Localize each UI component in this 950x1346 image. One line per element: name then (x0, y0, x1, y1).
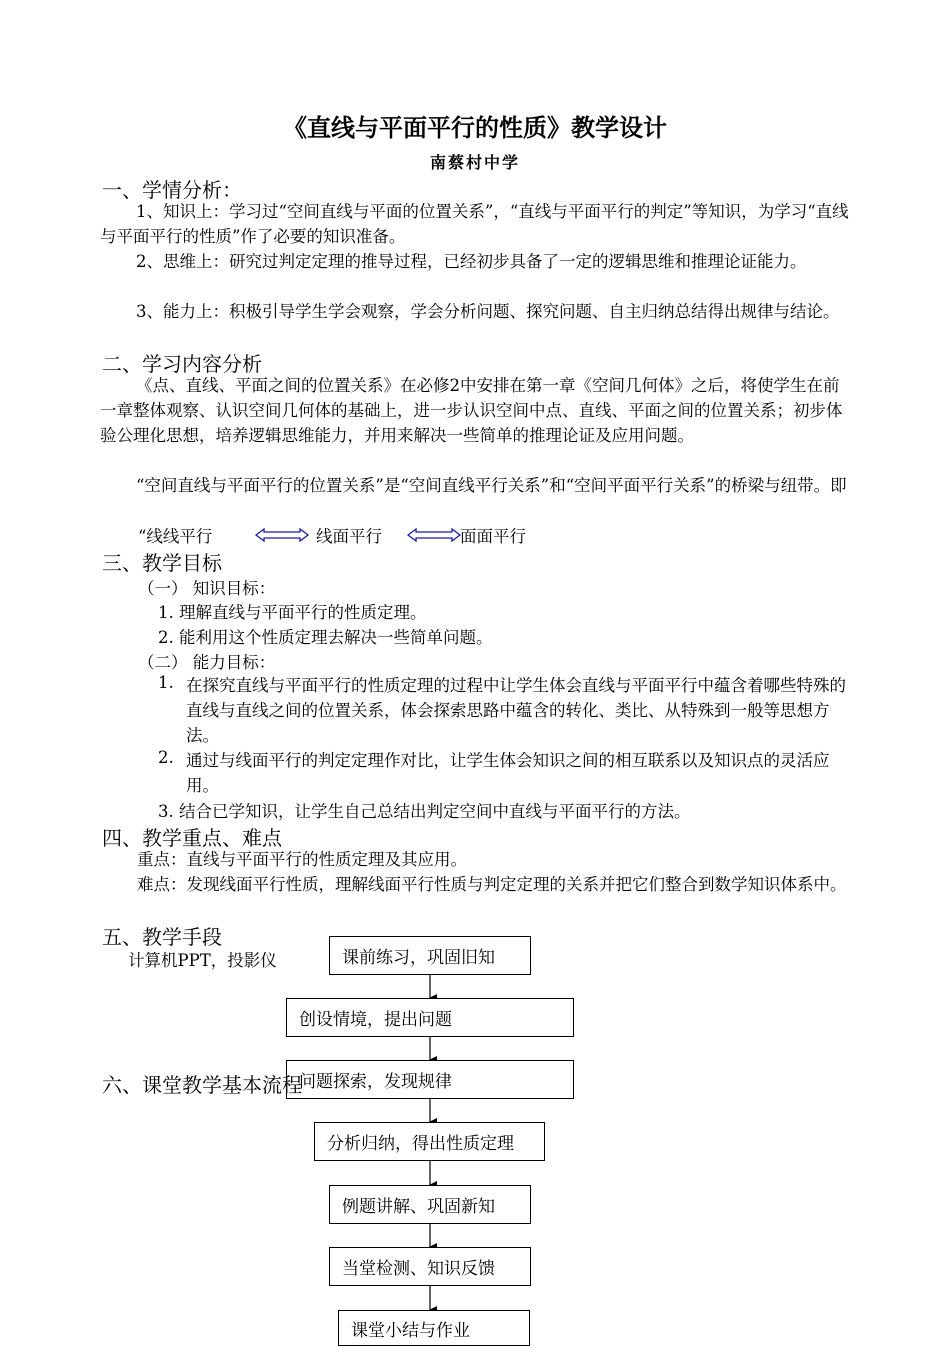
chain-item-1: “线线平行 (138, 527, 213, 546)
section-4-heading: 四、教学重点、难点 (102, 826, 282, 850)
section-3-heading: 三、教学目标 (102, 551, 222, 575)
section-2-heading: 二、学习内容分析 (102, 352, 262, 376)
flow-step-7: 课堂小结与作业 (338, 1310, 530, 1346)
s2-paragraph-2: “空间直线与平面平行的位置关系”是“空间直线平行关系”和“空间平面平行关系”的桥梁与纽带。即 (136, 476, 847, 495)
s2-paragraph-1: 《点、直线、平面之间的位置关系》在必修2中安排在第一章《空间几何体》之后，将使学生在前一章整体观察、认识空间几何体的基础上，进一步认识空间中点、直线、平面之间的位置关系；初步体验公理化思想，培养逻辑思维能力，并用来解决一些简单的推理论证及应用问题。 (100, 376, 843, 445)
s3-sub-heading-2: （二） 能力目标： (138, 653, 276, 672)
s3-ability-2-number: 2. (158, 748, 174, 767)
s1-paragraph-2: 2、思维上：研究过判定定理的推导过程，已经初步具备了一定的逻辑思维和推理论证能力。 (136, 252, 807, 271)
flow-step-6: 当堂检测、知识反馈 (329, 1247, 531, 1286)
s3-sub-heading-1: （一） 知识目标： (138, 579, 276, 598)
flow-step-2: 创设情境，提出问题 (286, 998, 574, 1037)
s3-ability-3: 3. 结合已学知识，让学生自己总结出判定空间中直线与平面平行的方法。 (158, 802, 691, 821)
flow-step-4: 分析归纳，得出性质定理 (314, 1122, 545, 1161)
section-6-heading: 六、课堂教学基本流程 (102, 1073, 302, 1097)
s3-ability-1: 在探究直线与平面平行的性质定理的过程中让学生体会直线与平面平行中蕴含着哪些特殊的直线与直线之间的位置关系，体会探索思路中蕴含的转化、类比、从特殊到一般等思想方法。 (186, 676, 846, 745)
s4-key-point: 重点：直线与平面平行的性质定理及其应用。 (137, 850, 467, 869)
s4-difficulty: 难点：发现线面平行性质，理解线面平行性质与判定定理的关系并把它们整合到数学知识体系中。 (137, 875, 847, 894)
flow-step-5: 例题讲解、巩固新知 (329, 1185, 531, 1224)
school-name: 南蔡村中学 (429, 153, 520, 172)
s3-ability-2: 通过与线面平行的判定定理作对比，让学生体会知识之间的相互联系以及知识点的灵活应用。 (186, 751, 830, 795)
section-1-heading: 一、学情分析： (102, 178, 242, 202)
flow-step-3: 问题探索，发现规律 (286, 1060, 574, 1099)
chain-item-2: 线面平行 (316, 527, 382, 546)
s3-knowledge-1: 1. 理解直线与平面平行的性质定理。 (158, 603, 427, 622)
chain-item-3: 面面平行 (460, 527, 526, 546)
s1-paragraph-1: 1、知识上：学习过“空间直线与平面的位置关系”，“直线与平面平行的判定”等知识，为学习“直线与平面平行的性质”作了必要的知识准备。 (100, 202, 849, 246)
s3-knowledge-2: 2. 能利用这个性质定理去解决一些简单问题。 (158, 628, 493, 647)
page-title: 《直线与平面平行的性质》教学设计 (283, 113, 667, 142)
s5-tools: 计算机PPT，投影仪 (128, 951, 277, 970)
s3-ability-1-number: 1. (158, 673, 174, 692)
section-5-heading: 五、教学手段 (102, 925, 222, 949)
s1-paragraph-3: 3、能力上：积极引导学生学会观察，学会分析问题、探究问题、自主归纳总结得出规律与结论。 (136, 302, 840, 321)
flow-step-1: 课前练习，巩固旧知 (329, 936, 531, 975)
